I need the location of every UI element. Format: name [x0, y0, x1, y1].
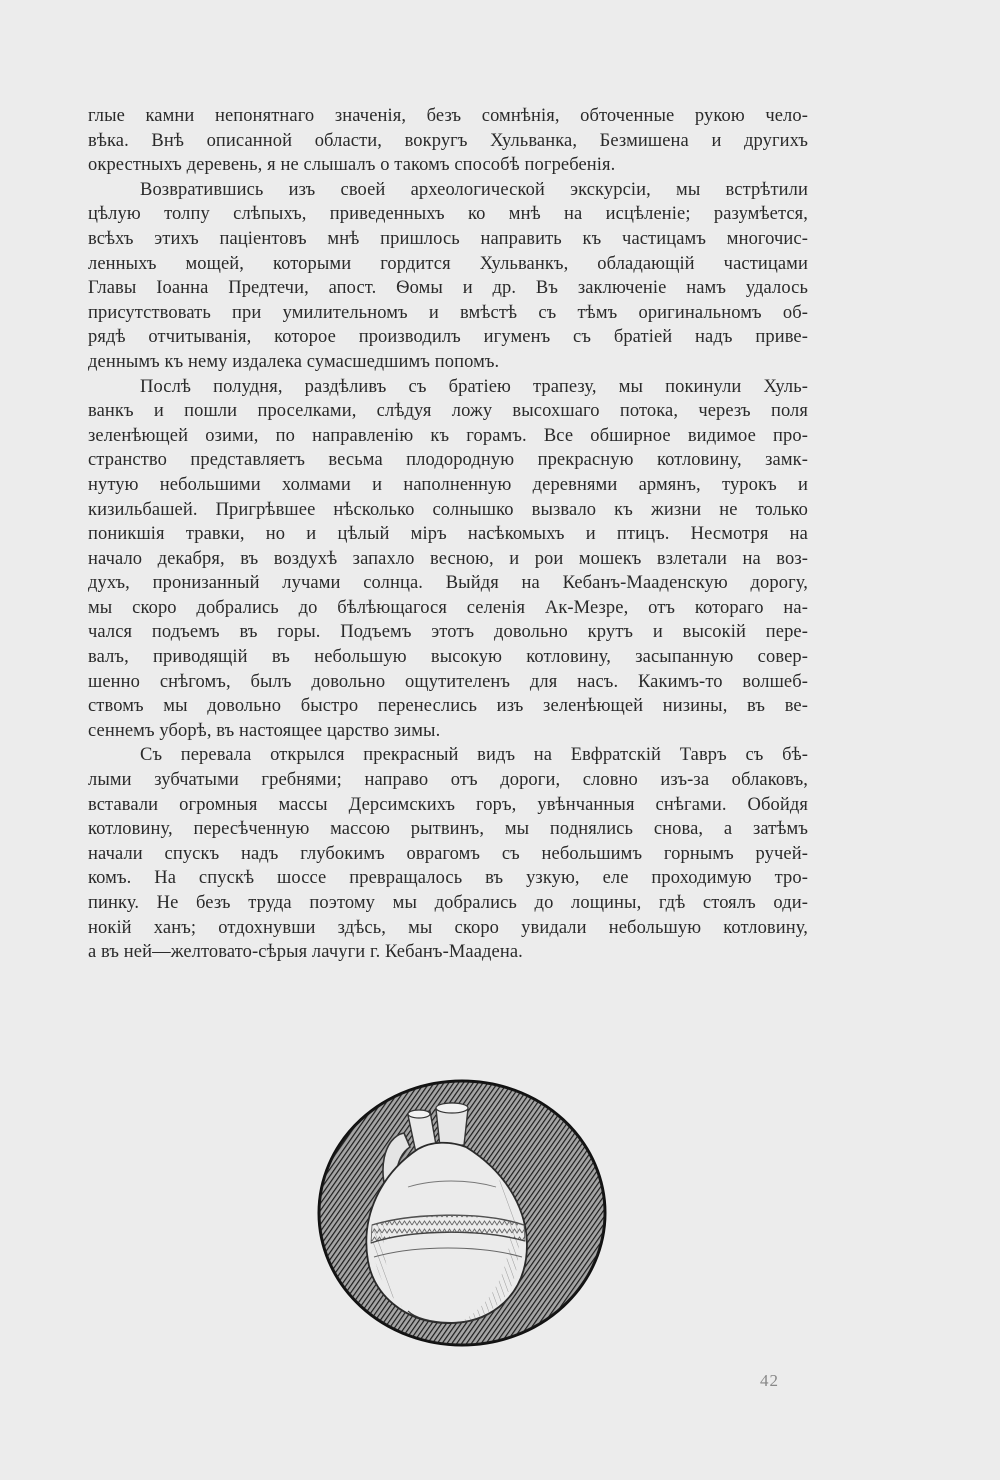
text-line: поникшія травки, но и цѣлый міръ насѣкомыхъ и птицъ. Несмотря на	[88, 524, 808, 545]
text-line: глые камни непонятнаго значенія, безъ сомнѣнія, обточенные рукою чело-	[88, 106, 808, 126]
text-line: странство представляетъ весьма плодородную прекрасную котловину, замк-	[88, 450, 808, 471]
text-line: кизильбашей. Пригрѣвшее нѣсколько солнышко вызвало къ жизни не только	[88, 499, 808, 520]
text-line: Возвратившись изъ своей археологической экскурсіи, мы встрѣтили	[140, 179, 808, 200]
paragraph-2	[88, 178, 808, 375]
text-line: рядѣ отчитыванія, которое производилъ игуменъ съ братіей надъ приве-	[88, 327, 808, 348]
text-line: всѣхъ этихъ паціентовъ мнѣ пришлось направить къ частицамъ многочис-	[88, 228, 808, 249]
text-line: сеннемъ уборѣ, въ настоящее царство зимы.	[88, 720, 441, 741]
text-line: Съ перевала открылся прекрасный видъ на Евфратскій Тавръ съ бѣ-	[140, 745, 808, 766]
text-line: валъ, приводящій въ небольшую высокую котловину, засыпанную совер-	[88, 647, 808, 668]
text-line: вставали огромныя массы Дерсимскихъ горъ, увѣнчанныя снѣгами. Обойдя	[88, 794, 808, 815]
page-number: 42	[760, 1371, 779, 1390]
text-line: деннымъ къ нему издалека сумасшедшимъ попомъ.	[88, 351, 500, 372]
text-line: нокій ханъ; отдохнувши здѣсь, мы скоро увидали небольшую котловину,	[88, 917, 808, 938]
text-line: мы скоро добрались до бѣлѣющагося селенія Ак-Мезре, отъ котораго на-	[88, 597, 808, 618]
text-line: зеленѣющей озими, по направленію къ горамъ. Все обширное видимое про-	[88, 425, 808, 446]
text-line: а въ ней—желтовато-сѣрыя лачуги г. Кебанъ-Маадена.	[88, 942, 523, 963]
text-line: присутствовать при умилительномъ и вмѣстѣ съ тѣмъ оригинальномъ об-	[88, 302, 808, 323]
text-line: комъ. На спускѣ шоссе превращалось въ узкую, еле проходимую тро-	[88, 868, 808, 889]
text-line: начало декабря, въ воздухѣ запахло весною, и рои мошекъ взлетали на воз-	[88, 548, 808, 569]
jug-illustration	[312, 1075, 612, 1350]
text-line: вѣка. Внѣ описанной области, вокругъ Хульванка, Безмишена и другихъ	[88, 130, 808, 151]
text-line: Главы Іоанна Предтечи, апост. Ѳомы и др. Въ заключеніе намъ удалось	[88, 278, 808, 299]
text-line: ванкъ и пошли проселками, слѣдуя ложу высохшаго потока, черезъ поля	[88, 401, 808, 422]
paragraph-3	[88, 375, 808, 744]
paragraph-1	[88, 104, 808, 178]
text-line: чался подъемъ въ горы. Подъемъ этотъ довольно крутъ и высокій пере-	[88, 622, 808, 643]
text-line: окрестныхъ деревень, я не слышалъ о такомъ способѣ погребенія.	[88, 155, 616, 176]
text-line: ствомъ мы довольно быстро перенеслись изъ зеленѣющей низины, въ ве-	[88, 696, 808, 717]
text-line: Послѣ полудня, раздѣливъ съ братіею трапезу, мы покинули Хуль-	[140, 376, 808, 397]
text-line: духъ, пронизанный лучами солнца. Выйдя на Кебанъ-Мааденскую дорогу,	[88, 573, 808, 594]
text-line: котловину, пересѣченную массою рытвинъ, мы поднялись снова, а затѣмъ	[88, 819, 808, 840]
text-line: начали спускъ надъ глубокимъ оврагомъ съ небольшимъ горнымъ ручей-	[88, 843, 808, 864]
page-text	[88, 104, 808, 965]
text-line: цѣлую толпу слѣпыхъ, приведенныхъ ко мнѣ на исцѣленіе; разумѣется,	[88, 204, 808, 225]
paragraph-4	[88, 743, 808, 964]
text-line: шенно снѣгомъ, былъ довольно ощутителенъ для насъ. Какимъ-то волшеб-	[88, 671, 808, 692]
text-line: ленныхъ мощей, которыми гордится Хульванкъ, обладающій частицами	[88, 253, 808, 274]
text-line: нутую небольшими холмами и наполненную деревнями армянъ, турокъ и	[88, 474, 808, 495]
text-line: лыми зубчатыми гребнями; направо отъ дороги, словно изъ-за облаковъ,	[88, 770, 808, 791]
text-line: пинку. Не безъ труда поэтому мы добрались до лощины, гдѣ стоялъ оди-	[88, 893, 808, 913]
